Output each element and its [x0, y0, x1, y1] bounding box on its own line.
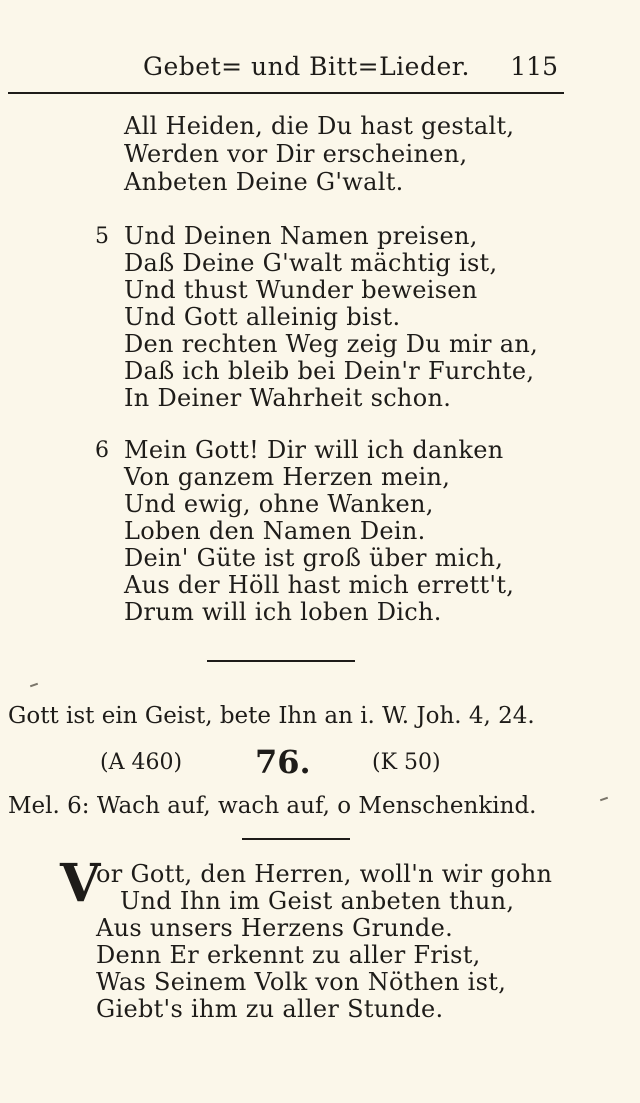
section-divider	[207, 660, 355, 662]
hymn-divider	[242, 838, 350, 840]
hymn-line: or Gott, den Herren, woll'n wir gohn	[96, 860, 553, 888]
running-header-title: Gebet= und Bitt=Lieder.	[143, 52, 470, 81]
header-rule	[8, 92, 564, 94]
hymn-line: Giebt's ihm zu aller Stunde.	[96, 995, 444, 1023]
verse-line: Anbeten Deine G'walt.	[124, 168, 404, 196]
hymn-line: Aus unsers Herzens Grunde.	[96, 914, 453, 942]
verse-line: Und ewig, ohne Wanken,	[124, 490, 434, 518]
hymn-reference-right: (K 50)	[372, 750, 441, 775]
hymn-line: Denn Er erkennt zu aller Frist,	[96, 941, 481, 969]
page-number: 115	[510, 52, 558, 81]
hymn-line: Und Ihn im Geist anbeten thun,	[120, 887, 515, 915]
verse-line: Daß Deine G'walt mächtig ist,	[124, 249, 498, 277]
hymn-line: Was Seinem Volk von Nöthen ist,	[96, 968, 507, 996]
verse-line: Mein Gott! Dir will ich danken	[124, 436, 504, 464]
paper-speck	[30, 683, 38, 688]
verse-line: Werden vor Dir erscheinen,	[124, 140, 468, 168]
verse-line: Loben den Namen Dein.	[124, 517, 426, 545]
paper-speck	[600, 797, 608, 802]
verse-line: All Heiden, die Du hast gestalt,	[124, 112, 515, 140]
verse-number: 6	[95, 438, 109, 463]
verse-number: 5	[95, 224, 109, 249]
verse-line: Drum will ich loben Dich.	[124, 598, 442, 626]
drop-cap-letter: V	[60, 853, 101, 914]
verse-line: Den rechten Weg zeig Du mir an,	[124, 330, 539, 358]
hymn-reference-left: (A 460)	[100, 750, 183, 775]
hymn-number: 76.	[255, 743, 311, 781]
verse-line: In Deiner Wahrheit schon.	[124, 384, 452, 412]
verse-line: Und Deinen Namen preisen,	[124, 222, 478, 250]
scripture-reference: Gott ist ein Geist, bete Ihn an i. W. Joh. 4, 24.	[8, 703, 535, 729]
verse-line: Aus der Höll hast mich errett't,	[124, 571, 515, 599]
verse-line: Von ganzem Herzen mein,	[124, 463, 451, 491]
verse-line: Daß ich bleib bei Dein'r Furchte,	[124, 357, 535, 385]
verse-line: Und thust Wunder beweisen	[124, 276, 478, 304]
verse-line: Und Gott alleinig bist.	[124, 303, 401, 331]
melody-line: Mel. 6: Wach auf, wach auf, o Menschenkind.	[8, 793, 537, 819]
verse-line: Dein' Güte ist groß über mich,	[124, 544, 504, 572]
